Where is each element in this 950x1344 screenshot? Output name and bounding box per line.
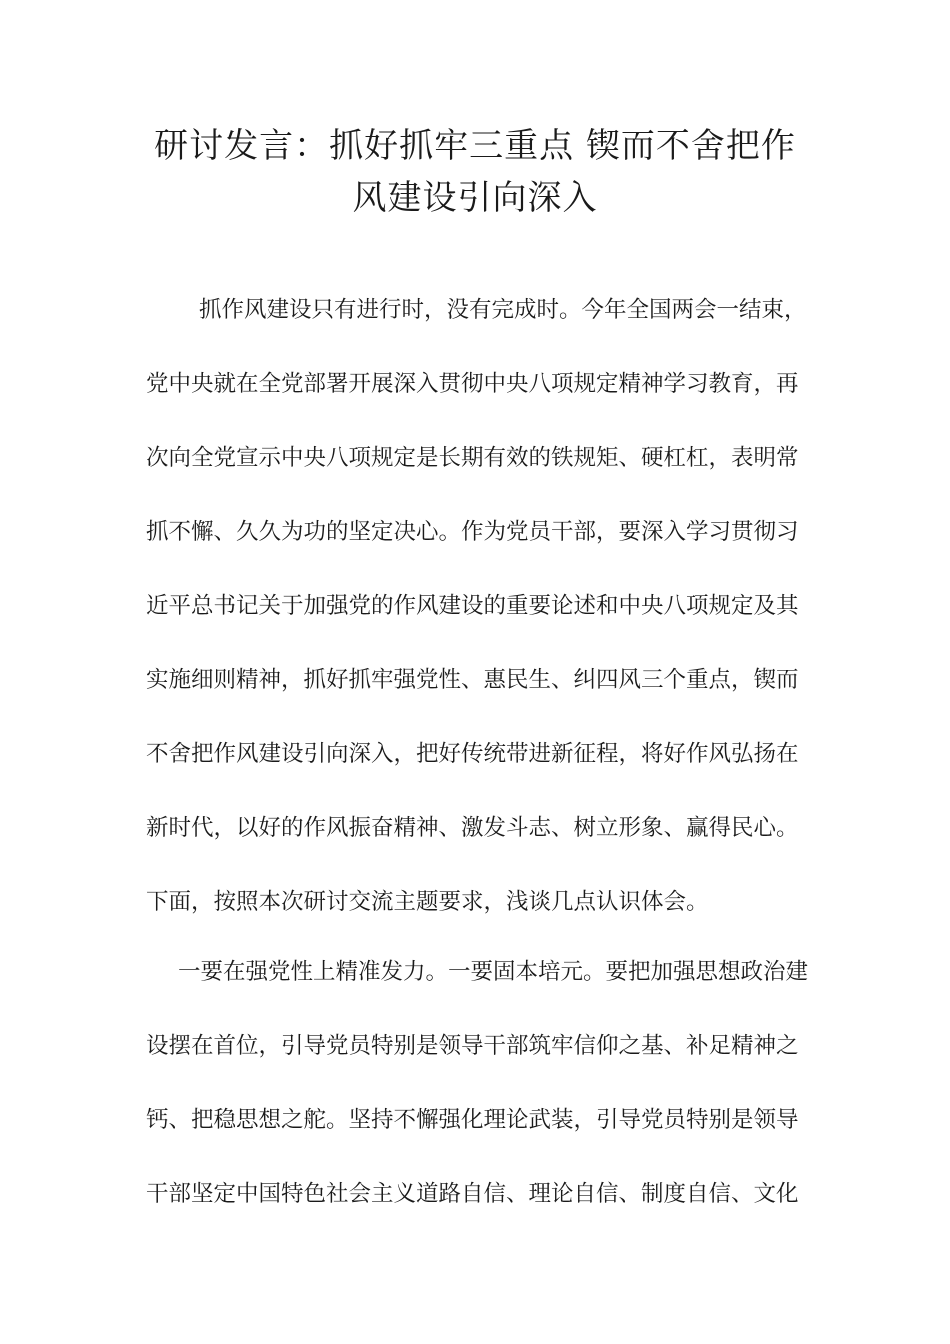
body-line-13: 干部坚定中国特色社会主义道路自信、理论自信、制度自信、文化 xyxy=(146,1181,799,1207)
body-line-10: 一要在强党性上精准发力。一要固本培元。要把加强思想政治建 xyxy=(178,959,809,985)
document-title-line-2: 风建设引向深入 xyxy=(352,178,598,218)
body-line-1: 抓作风建设只有进行时，没有完成时。今年全国两会一结束， xyxy=(199,297,807,323)
body-line-6: 实施细则精神，抓好抓牢强党性、惠民生、纠四风三个重点，锲而 xyxy=(146,667,799,693)
body-line-2: 党中央就在全党部署开展深入贯彻中央八项规定精神学习教育，再 xyxy=(146,371,799,397)
body-line-11: 设摆在首位，引导党员特别是领导干部筑牢信仰之基、补足精神之 xyxy=(146,1033,799,1059)
body-line-4: 抓不懈、久久为功的坚定决心。作为党员干部，要深入学习贯彻习 xyxy=(146,519,799,545)
document-title-line-1: 研讨发言：抓好抓牢三重点 锲而不舍把作 xyxy=(154,126,796,166)
body-line-12: 钙、把稳思想之舵。坚持不懈强化理论武装，引导党员特别是领导 xyxy=(146,1107,799,1133)
body-line-9: 下面，按照本次研讨交流主题要求，浅谈几点认识体会。 xyxy=(146,889,709,915)
body-line-3: 次向全党宣示中央八项规定是长期有效的铁规矩、硬杠杠，表明常 xyxy=(146,445,799,471)
body-line-5: 近平总书记关于加强党的作风建设的重要论述和中央八项规定及其 xyxy=(146,593,799,619)
body-line-8: 新时代，以好的作风振奋精神、激发斗志、树立形象、赢得民心。 xyxy=(146,815,799,841)
body-line-7: 不舍把作风建设引向深入，把好传统带进新征程，将好作风弘扬在 xyxy=(146,741,799,767)
